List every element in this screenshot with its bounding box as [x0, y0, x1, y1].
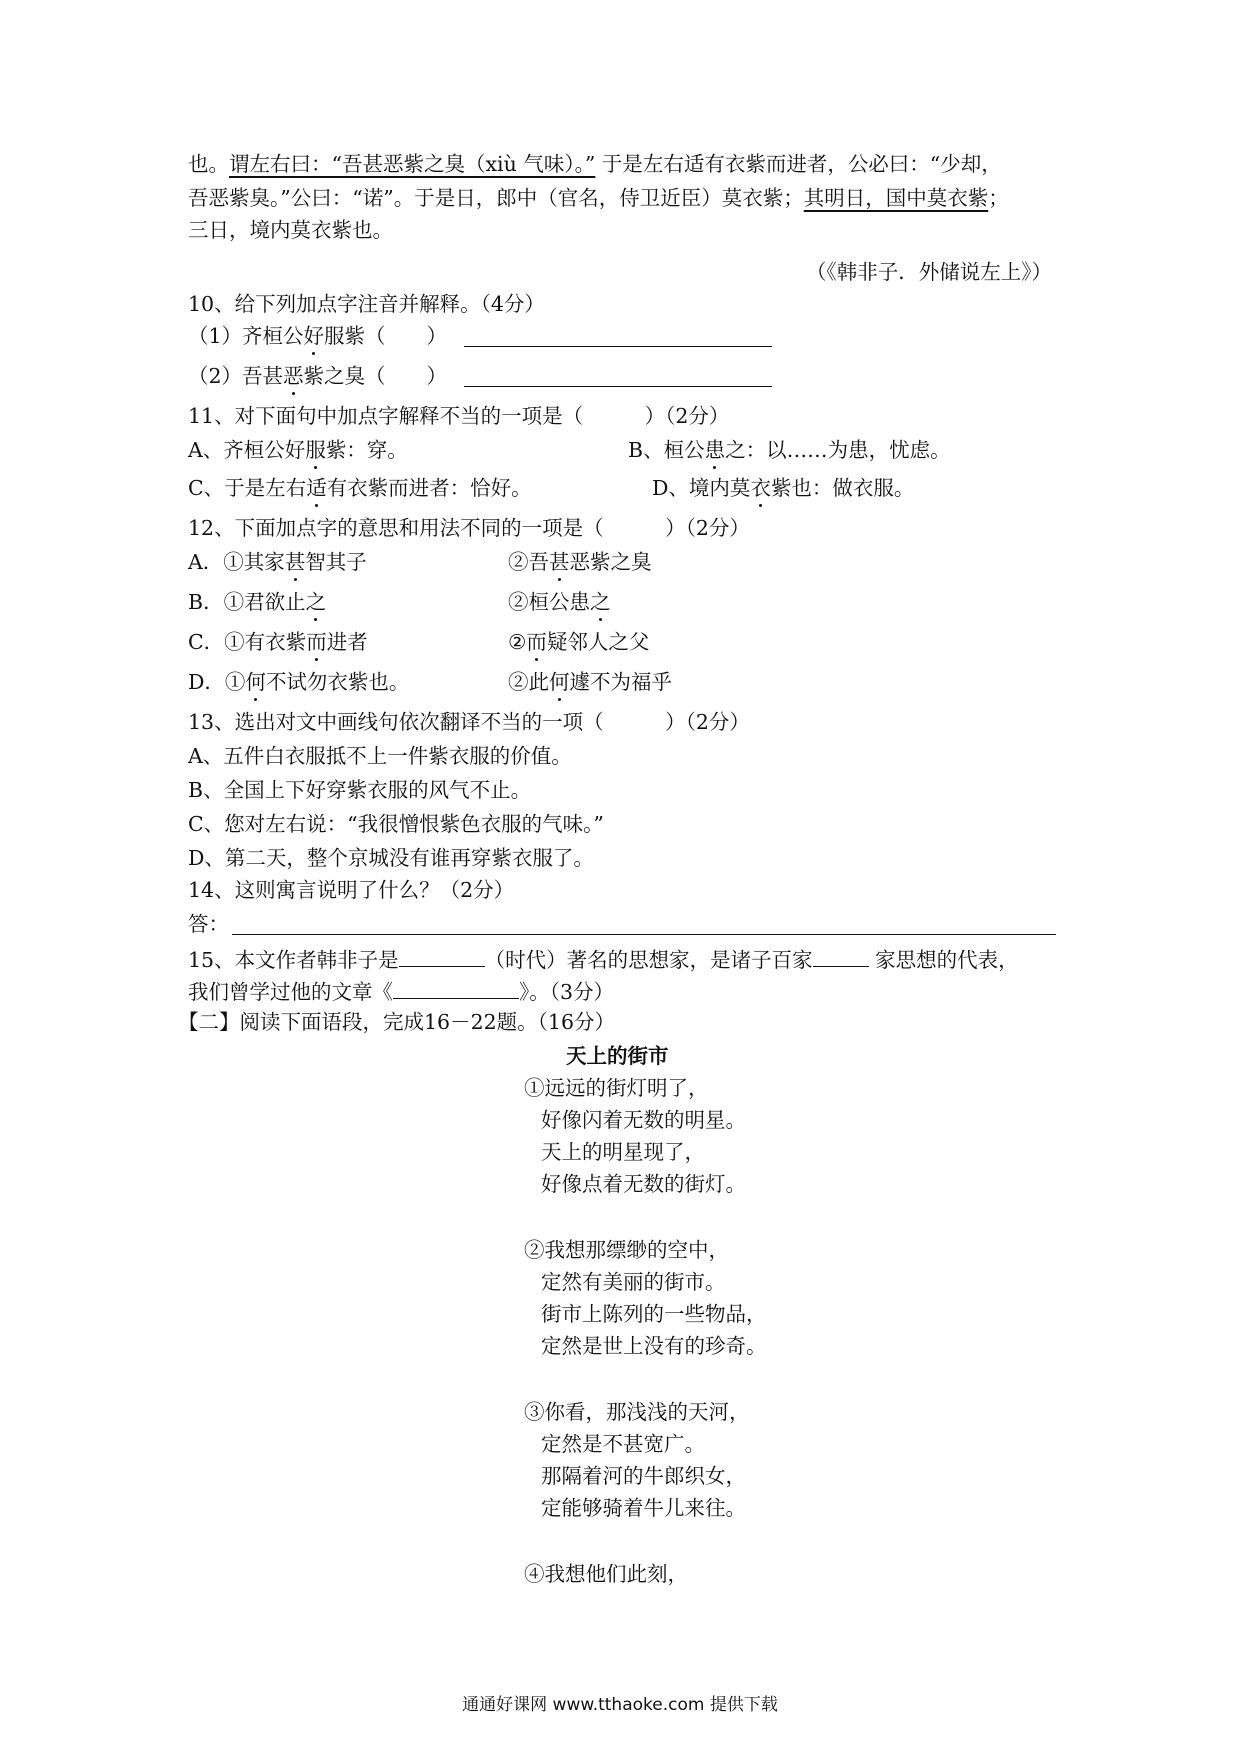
option-text: 遽不为福乎: [569, 670, 672, 694]
option-text: ②桓公患: [508, 590, 590, 614]
section-2-heading: 【二】阅读下面语段，完成16－22题。（16分）: [178, 1010, 616, 1034]
option-text: A．①其家: [188, 550, 285, 574]
dotted-char: 适: [306, 476, 327, 500]
question-12-c1: [188, 628, 368, 656]
question-12-d1: [188, 668, 409, 696]
item-text: 紫之臭（ ）: [303, 364, 448, 388]
item-text: 服紫（ ）: [324, 324, 448, 348]
option-text: 进者: [326, 630, 368, 654]
option-text: C、于是左右: [188, 476, 307, 500]
dotted-char: 何: [549, 670, 570, 694]
option-text: 不试勿衣紫也。: [265, 670, 410, 694]
question-11-option-a: [188, 436, 408, 464]
passage-source: [806, 258, 1052, 286]
question-10-title: 10、给下列加点字注音并解释。（4分）: [188, 292, 545, 316]
underlined-sentence: 谓左右曰：“吾甚恶紫之臭（xiù 气味）。”: [229, 152, 596, 176]
question-12-c2: [508, 628, 649, 656]
item-text: （2）吾甚: [188, 364, 284, 388]
poem-line: 定然是不甚宽广。: [541, 1432, 705, 1456]
question-text: 我们曾学过他的文章《: [188, 980, 393, 1004]
question-text: 家思想的代表，: [868, 948, 1019, 972]
passage-line-1: [188, 150, 1002, 178]
answer-blank-15-era[interactable]: [399, 944, 485, 967]
question-12-a2: [508, 548, 652, 576]
passage-text: 吾恶紫臭。”公曰：“诺”。于是日，郎中（官名，侍卫近臣）莫衣紫；: [188, 186, 804, 210]
option-text: A、齐桓公好: [188, 438, 306, 462]
source-citation: （《韩非子．外储说左上》）: [806, 260, 1052, 284]
option-text: 疑邻人之父: [546, 630, 650, 654]
option-text: 之：以……为患，忧虑。: [725, 438, 951, 462]
option-text: 紫：穿。: [325, 438, 408, 462]
question-13-option-c: C、您对左右说：“我很憎恨紫色衣服的气味。”: [188, 812, 604, 836]
dotted-char: 之: [590, 590, 611, 614]
passage-text: 三日，境内莫衣紫也。: [188, 218, 393, 242]
passage-text: 也。: [188, 152, 229, 176]
dotted-char: 衣: [750, 476, 771, 500]
dotted-char: 而: [526, 630, 547, 654]
page-footer: 通通好课网 www.tthaoke.com 提供下载: [462, 1695, 778, 1715]
answer-blank-10-2[interactable]: [464, 364, 772, 387]
dotted-char: 服: [305, 438, 326, 462]
poem-line: 街市上陈列的一些物品，: [541, 1302, 767, 1326]
passage-line-2: [188, 184, 1009, 212]
poem-line: 定然有美丽的街市。: [541, 1270, 726, 1294]
dotted-char: 而: [306, 630, 327, 654]
question-11-option-b: [628, 436, 951, 464]
question-11-option-c: [188, 474, 532, 502]
question-10-item-2: [188, 362, 447, 390]
dotted-char: 何: [245, 670, 266, 694]
poem-line: 好像点着无数的街灯。: [541, 1172, 746, 1196]
poem-line: 定能够骑着牛儿来往。: [541, 1496, 746, 1520]
option-text: 紫也：做衣服。: [770, 476, 915, 500]
passage-line-3: [188, 216, 393, 244]
option-text: C．①有衣紫: [188, 630, 307, 654]
question-14-answer-label: 答：: [188, 912, 229, 936]
option-text: ②此: [508, 670, 549, 694]
question-12-title: 12、下面加点字的意思和用法不同的一项是（ ）（2分）: [188, 516, 750, 540]
option-text: B．①君欲止: [188, 590, 306, 614]
answer-blank-15-school[interactable]: [813, 944, 869, 967]
poem-line: ④我想他们此刻，: [524, 1562, 688, 1586]
question-text: （时代）著名的思想家，是诸子百家: [484, 948, 813, 972]
poem-line: 好像闪着无数的明星。: [541, 1108, 746, 1132]
question-15-line-2: [188, 976, 614, 1006]
option-text: 有衣紫而进者：恰好。: [326, 476, 532, 500]
question-text: 》。（3分）: [519, 980, 615, 1004]
question-text: 15、本文作者韩非子是: [188, 948, 399, 972]
dotted-char: 甚: [284, 550, 306, 574]
option-text: D、境内莫: [652, 476, 751, 500]
poem-line: ②我想那缥缈的空中，: [524, 1238, 729, 1262]
dotted-char: 好: [303, 324, 325, 348]
dotted-char: 患: [704, 438, 726, 462]
poem-line: ①远远的街灯明了，: [524, 1076, 709, 1100]
option-text: D．①: [188, 670, 246, 694]
poem-line: ③你看，那浅浅的天河，: [524, 1400, 750, 1424]
dotted-char: 甚: [549, 550, 570, 574]
poem-line: 定然是世上没有的珍奇。: [541, 1334, 767, 1358]
item-text: （1）齐桓公: [188, 324, 304, 348]
question-12-b2: [508, 588, 611, 616]
option-text: ②吾: [508, 550, 549, 574]
poem-line: 那隔着河的牛郎织女，: [541, 1464, 746, 1488]
option-text: B、桓公: [628, 438, 705, 462]
question-12-a1: [188, 548, 367, 576]
option-text: 恶紫之臭: [569, 550, 652, 574]
question-13-title: 13、选出对文中画线句依次翻译不当的一项（ ）（2分）: [188, 710, 750, 734]
poem-line: 天上的明星现了，: [541, 1140, 705, 1164]
question-13-option-b: B、全国上下好穿紫衣服的风气不止。: [188, 778, 532, 802]
answer-blank-10-1[interactable]: [464, 324, 772, 347]
poem-title: 天上的街市: [566, 1044, 669, 1068]
question-10-item-1: [188, 322, 447, 350]
question-11-title: 11、对下面句中加点字解释不当的一项是（ ）（2分）: [188, 404, 730, 428]
underlined-sentence: 其明日，国中莫衣紫: [803, 186, 989, 210]
option-text: ②: [508, 630, 527, 654]
question-12-b1: [188, 588, 326, 616]
question-15-line-1: [188, 944, 1019, 974]
passage-text: 于是左右适有衣紫而进者，公必曰：“少却，: [595, 152, 1002, 176]
question-13-option-d: D、第二天，整个京城没有谁再穿紫衣服了。: [188, 846, 594, 870]
answer-blank-15-article[interactable]: [393, 976, 519, 999]
question-13-option-a: A、五件白衣服抵不上一件紫衣服的价值。: [188, 744, 572, 768]
question-11-option-d: [652, 474, 914, 502]
passage-text: ；: [988, 186, 1009, 210]
question-12-d2: [508, 668, 672, 696]
question-14-title: 14、这则寓言说明了什么？（2分）: [188, 878, 515, 902]
option-text: 智其子: [305, 550, 367, 574]
answer-blank-14[interactable]: [232, 912, 1056, 935]
dotted-char: 恶: [283, 364, 304, 388]
dotted-char: 之: [305, 590, 327, 614]
